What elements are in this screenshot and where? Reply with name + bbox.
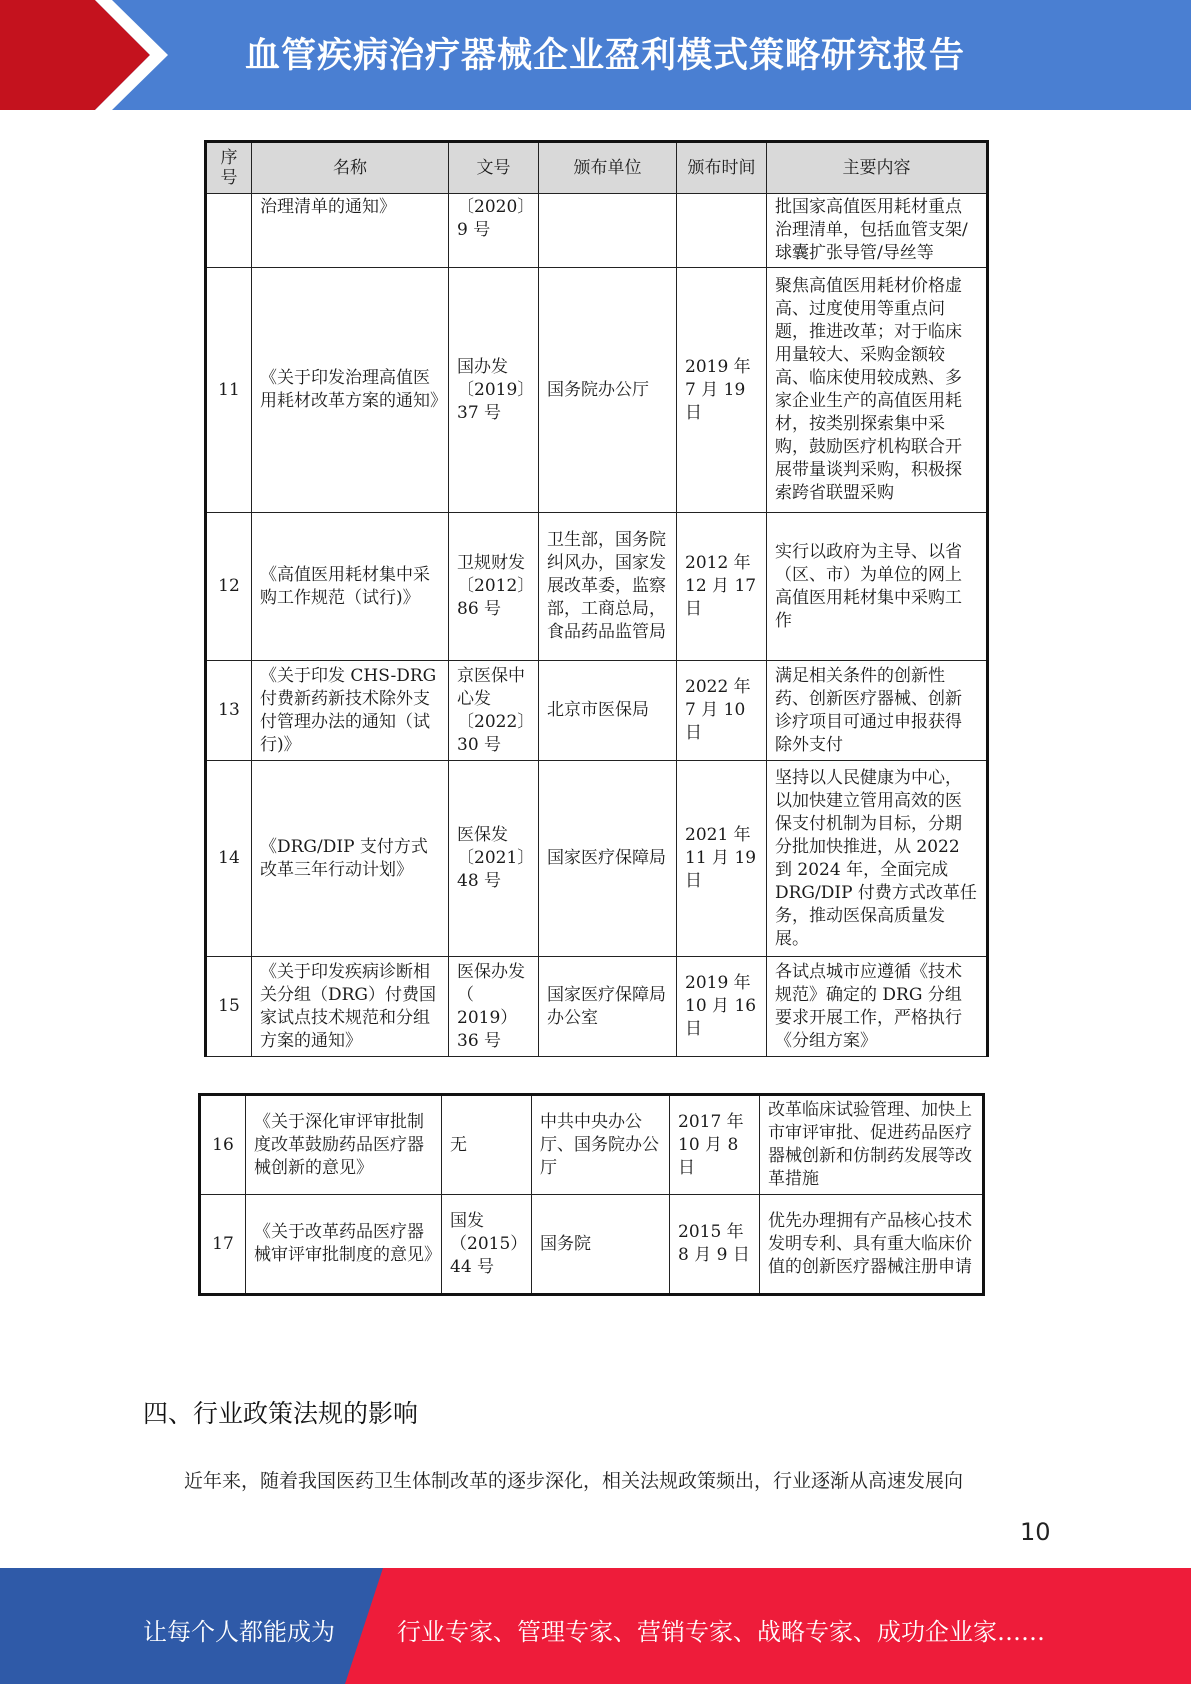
cell-issuer: 国家医疗保障局办公室 [539,957,677,1057]
body-paragraph: 近年来，随着我国医药卫生体制改革的逐步深化，相关法规政策频出，行业逐渐从高速发展向 [184,1470,964,1492]
cell-name: 治理清单的通知》 [252,194,449,268]
cell-issuer: 北京市医保局 [539,661,677,761]
cell-number [206,194,252,268]
page-footer [0,1568,1191,1684]
cell-number: 11 [206,268,252,513]
cell-document-number: 京医保中心发〔2022〕30 号 [449,661,539,761]
policy-table-continued [198,1093,985,1296]
page-header [0,0,1191,110]
column-header-issuer: 颁布单位 [539,142,677,194]
cell-number: 14 [206,761,252,957]
table-header-row [206,142,988,194]
cell-date: 2021 年 11 月 19 日 [677,761,767,957]
cell-issuer: 中共中央办公厅、国务院办公厅 [532,1095,670,1195]
cell-number: 15 [206,957,252,1057]
cell-name: 《关于改革药品医疗器械审评审批制度的意见》 [246,1195,442,1295]
cell-content: 实行以政府为主导、以省（区、市）为单位的网上高值医用耗材集中采购工作 [767,513,988,661]
column-header-content: 主要内容 [767,142,988,194]
page-number: 10 [1020,1518,1051,1546]
cell-name: 《关于深化审评审批制度改革鼓励药品医疗器械创新的意见》 [246,1095,442,1195]
cell-document-number: 国办发〔2019〕37 号 [449,268,539,513]
table-row [206,268,988,513]
cell-name: 《DRG/DIP 支付方式改革三年行动计划》 [252,761,449,957]
cell-date [677,194,767,268]
table-row [206,513,988,661]
cell-number: 13 [206,661,252,761]
cell-name: 《关于印发治理高值医用耗材改革方案的通知》 [252,268,449,513]
table-row [206,761,988,957]
table-row [206,661,988,761]
cell-content: 改革临床试验管理、加快上市审评审批、促进药品医疗器械创新和仿制药发展等改革措施 [760,1095,984,1195]
cell-content: 坚持以人民健康为中心，以加快建立管用高效的医保支付机制为目标，分期分批加快推进，从 2022 到 2024 年，全面完成 DRG/DIP 付费方式改革任务，推动医保高质量发展。 [767,761,988,957]
table-row [200,1195,984,1295]
cell-name: 《高值医用耗材集中采购工作规范（试行)》 [252,513,449,661]
section-heading: 四、行业政策法规的影响 [143,1399,419,1428]
footer-slogan-right: 行业专家、管理专家、营销专家、战略专家、成功企业家…… [397,1618,1045,1646]
cell-document-number: 〔2020〕9 号 [449,194,539,268]
cell-name: 《关于印发 CHS-DRG 付费新药新技术除外支付管理办法的通知（试行)》 [252,661,449,761]
cell-issuer [539,194,677,268]
report-title: 血管疾病治疗器械企业盈利模式策略研究报告 [245,36,966,76]
cell-document-number: 无 [442,1095,532,1195]
column-header-date: 颁布时间 [677,142,767,194]
cell-content: 各试点城市应遵循《技术规范》确定的 DRG 分组要求开展工作，严格执行《分组方案》 [767,957,988,1057]
cell-document-number: 卫规财发〔2012〕86 号 [449,513,539,661]
cell-issuer: 国务院办公厅 [539,268,677,513]
cell-document-number: 医保办发（ 2019）36 号 [449,957,539,1057]
cell-content: 聚焦高值医用耗材价格虚高、过度使用等重点问题，推进改革；对于临床用量较大、采购金额较高、临床使用较成熟、多家企业生产的高值医用耗材，按类别探索集中采购，鼓励医疗机构联合开展带量谈判采购，积极探索跨省联盟采购 [767,268,988,513]
cell-document-number: 医保发〔2021〕48 号 [449,761,539,957]
column-header-name: 名称 [252,142,449,194]
table-row [200,1095,984,1195]
cell-number: 16 [200,1095,246,1195]
cell-name: 《关于印发疾病诊断相关分组（DRG）付费国家试点技术规范和分组方案的通知》 [252,957,449,1057]
cell-content: 满足相关条件的创新性药、创新医疗器械、创新诊疗项目可通过申报获得除外支付 [767,661,988,761]
footer-slogan-left: 让每个人都能成为 [143,1618,335,1646]
cell-content: 批国家高值医用耗材重点治理清单，包括血管支架/球囊扩张导管/导丝等 [767,194,988,268]
column-header-number: 序号 [206,142,252,194]
cell-content: 优先办理拥有产品核心技术发明专利、具有重大临床价值的创新医疗器械注册申请 [760,1195,984,1295]
table-row [206,194,988,268]
cell-date: 2017 年 10 月 8 日 [670,1095,760,1195]
cell-issuer: 国务院 [532,1195,670,1295]
policy-table [204,140,989,1057]
cell-number: 17 [200,1195,246,1295]
cell-document-number: 国发（2015）44 号 [442,1195,532,1295]
cell-date: 2019 年 7 月 19 日 [677,268,767,513]
cell-issuer: 卫生部，国务院纠风办，国家发展改革委，监察部，工商总局，食品药品监管局 [539,513,677,661]
cell-number: 12 [206,513,252,661]
cell-date: 2015 年 8 月 9 日 [670,1195,760,1295]
table-row [206,957,988,1057]
cell-date: 2019 年 10 月 16 日 [677,957,767,1057]
cell-date: 2022 年 7 月 10 日 [677,661,767,761]
column-header-document-number: 文号 [449,142,539,194]
cell-date: 2012 年 12 月 17 日 [677,513,767,661]
cell-issuer: 国家医疗保障局 [539,761,677,957]
